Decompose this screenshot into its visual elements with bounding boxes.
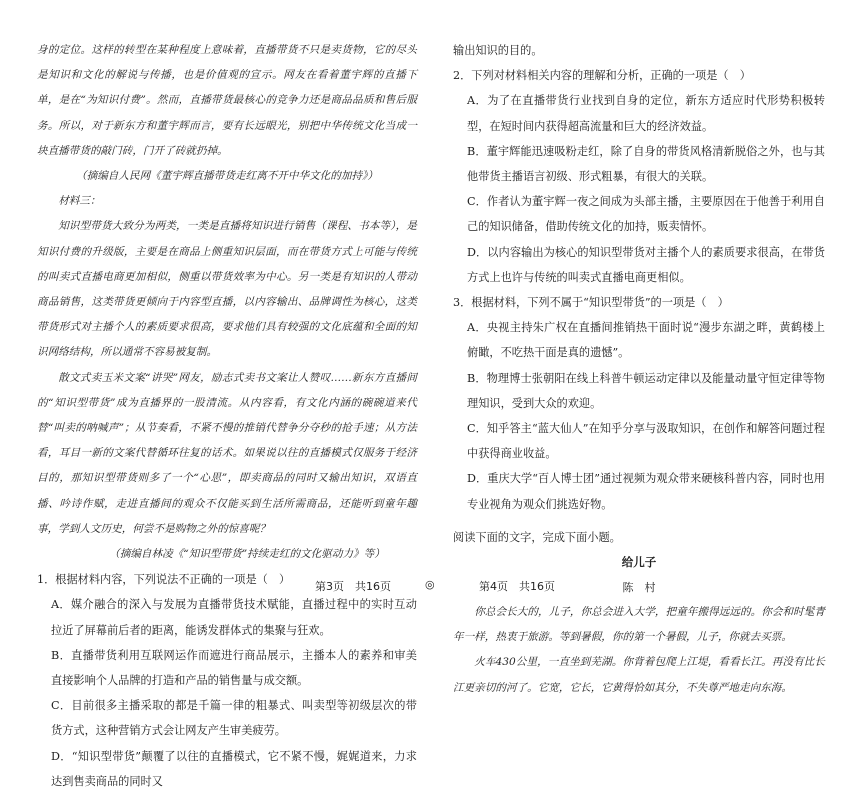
question-1-option-a: A．媒介融合的深入与发展为直播带货技术赋能，直播过程中的实时互动拉近了屏幕前后者的距离，能诱发群体式的集聚与狂欢。: [51, 598, 417, 637]
question-1-option-c: C．目前很多主播采取的都是千篇一律的粗暴式、叫卖型等初级层次的带货方式，这种营销方式会让网友产生审美疲劳。: [51, 699, 417, 738]
option-continuation: 输出知识的目的。: [453, 44, 543, 57]
passage-paragraph: 散文式卖玉米文案“讲哭”网友，励志式卖书文案让人赞叹……新东方直播间的“知识型带货”成为直播界的一股清流。从内容看，有文化内涵的碗碗道来代替“叫卖的呐喊声”；从节奏看，不紧不慢的推销代替争分夺秒的抢手速；从方法看，耳目一新的文案代替循环往复的话术。如果说以往的直播模式仅服务于经济目的，那知识型带货则多了一个“心思”，即卖商品的同时又输出知识，双语直播、吟诗作赋，走进直播间的观众不仅能买到生活所需商品，还能听到童年趣事，学到人文历史，何尝不是购物之外的惊喜呢？: [37, 371, 417, 535]
page-number-left: 第3页 共16页: [315, 580, 391, 593]
right-column: [453, 38, 825, 701]
poem-title: 给儿子: [621, 555, 657, 570]
question-2-option-b: B．董宇辉能迅速吸粉走红，除了自身的带货风格清新脱俗之外，也与其他带货主播语言初级、形式粗暴，有很大的关联。: [467, 144, 825, 184]
question-3: 3．根据材料，下列不属于“知识型带货”的一项是（ ）: [453, 296, 729, 310]
question-3-option-a: A．央视主持朱广权在直播间推销热干面时说“漫步东湖之畔，黄鹤楼上俯瞰，不吃热干面是真的遗憾”。: [467, 321, 825, 360]
question-2-option-a: A．为了在直播带货行业找到自身的定位，新东方适应时代形势积极转型，在短时间内获得超高流量和巨大的经济效益。: [467, 94, 825, 133]
passage-paragraph: 知识型带货大致分为两类，一类是直播将知识进行销售（课程、书本等），是知识付费的升级版，主要是在商品上侧重知识层面，而在带货方式上可能与传统的叫卖式直播电商更加相似，侧重以带货效率为中心。另一类是有知识的人带动商品销售，这类带货更倾向于内容型直播，以内容输出、品牌调性为核心，这类带货形式对主播个人的素质要求很高，要求他们具有较强的文化底蕴和全面的知识网络结构，所以通常不容易被复制。: [37, 220, 417, 359]
passage-source: （摘编自林凌《“知识型带货”持续走红的文化驱动力》等）: [109, 548, 385, 561]
question-2-option-d: D．以内容输出为核心的知识型带货对主播个人的素质要求很高，在带货方式上也许与传统的叫卖式直播电商更相似。: [467, 245, 825, 284]
poem-paragraph: 你总会长大的，儿子，你总会进入大学，把童年搬得远远的。你会和时髦青年一样，热衷于旅游。等到暑假，你的第一个暑假，儿子，你就去买票。: [453, 606, 825, 644]
question-3-option-c: C．知乎答主“蓝大仙人”在知乎分享与汲取知识，在创作和解答问题过程中获得商业收益。: [467, 422, 825, 461]
passage-paragraph: 身的定位。这样的转型在某种程度上意味着，直播带货不只是卖货物，它的尽头是知识和文化的解说与传播，也是价值观的宣示。网友在看着董宇辉的直播下单，是在“为知识付费”。然而，直播带货最核心的竞争力还是商品品质和售后服务。所以，对于新东方和董宇辉而言，要有长远眼光，别把中华传统文化当成一块直播带货的敲门砖，门开了砖就扔掉。: [37, 44, 417, 157]
material-heading: 材料三：: [58, 195, 101, 208]
question-2: 2．下列对材料相关内容的理解和分析，正确的一项是（ ）: [453, 69, 751, 83]
page-number-right: 第4页 共16页: [479, 580, 555, 593]
question-3-option-b: B．物理博士张朝阳在线上科普牛顿运动定律以及能量动量守恒定律等物理知识，受到大众的欢迎。: [467, 371, 825, 410]
poem-paragraph: 火车430公里，一直坐到芜湖。你背着包爬上江堤，看看长江。再没有比长江更亲切的河了。它宽，它长，它黄得恰如其分，不失尊严地走向东海。: [453, 656, 825, 694]
center-mark: ◎: [425, 578, 435, 591]
reading-instruction: 阅读下面的文字，完成下面小题。: [453, 530, 621, 544]
question-3-option-d: D．重庆大学“百人博士团”通过视频为观众带来硬核科普内容，同时也用专业视角为观众们挑选好物。: [467, 472, 825, 511]
question-1: 1．根据材料内容，下列说法不正确的一项是（ ）: [37, 573, 291, 587]
question-1-option-b: B．直播带货利用互联网运作而遮进行商品展示，主播本人的素养和审美直接影响个人品牌的打造和产品的销售量与成交额。: [51, 648, 417, 688]
left-column: [37, 38, 417, 794]
question-1-option-d: D．“知识型带货”颠覆了以往的直播模式，它不紧不慢，娓娓道来，力求达到售卖商品的同时又: [51, 749, 417, 788]
passage-source: （摘编自人民网《董宇辉直播带货走红离不开中华文化的加持》）: [76, 170, 378, 183]
poem-author: 陈 村: [622, 581, 656, 595]
question-2-option-c: C．作者认为董宇辉一夜之间成为头部主播，主要原因在于他善于利用自己的知识储备，借助传统文化的加持，贩卖情怀。: [467, 195, 825, 234]
